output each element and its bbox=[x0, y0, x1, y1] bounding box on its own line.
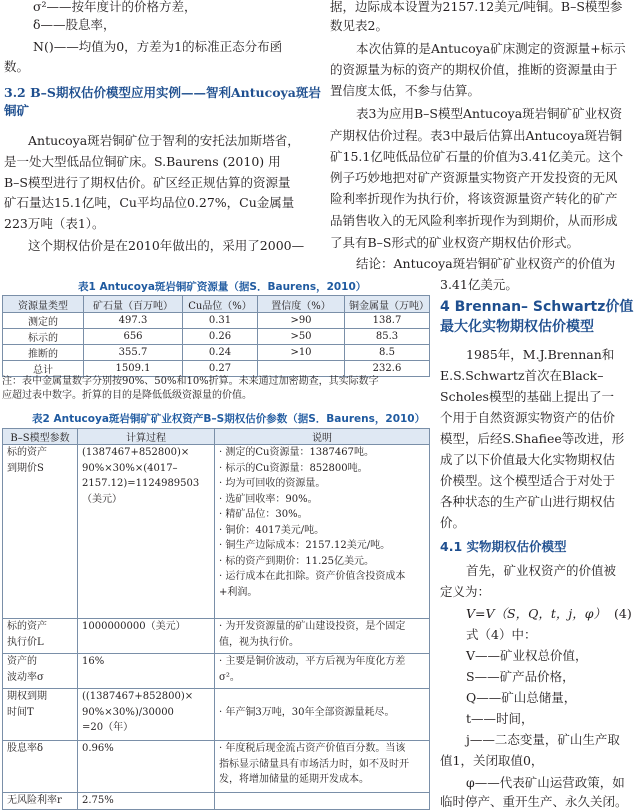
para-line: E.S.Schwartz首次在Black– bbox=[440, 368, 604, 383]
cell-line: · 主要是铜价波动，平方后视为年度化方差 bbox=[219, 656, 406, 667]
sub-heading-4-1: 4.1 实物期权估价模型 bbox=[440, 539, 567, 554]
param-cell bbox=[3, 445, 78, 619]
cell-line: 2.75% bbox=[82, 795, 114, 806]
para-line: 首先，矿业权资产的价值被 bbox=[466, 563, 617, 578]
para1-line: B–S模型进行了期权估价。矿区经正规估算的资源量 bbox=[4, 175, 291, 190]
column-header: B–S模型参数 bbox=[3, 429, 78, 445]
text-line: 例子巧妙地把对矿产资源量实物资产开发投资的无风 bbox=[330, 170, 618, 185]
cell-line: · 年产铜3万吨，30年全部资源量耗尽。 bbox=[219, 706, 395, 718]
table-row bbox=[3, 313, 430, 329]
table1 bbox=[2, 295, 430, 377]
table-cell: 656 bbox=[84, 329, 183, 345]
cell-line: 1000000000（美元） bbox=[82, 621, 186, 632]
column-header: 置信度（%） bbox=[258, 296, 345, 313]
calc-cell bbox=[78, 689, 215, 741]
table-cell: 497.3 bbox=[84, 313, 183, 329]
cell-line: · 测定的Cu资源量：1387467吨。 bbox=[219, 447, 374, 458]
cell-line: · 选矿回收率：90%。 bbox=[219, 493, 318, 505]
text-line: 置信度太低，不参与估算。 bbox=[330, 83, 481, 98]
para1-line: 是一处大型低品位铜矿床。S.Baurens (2010) 用 bbox=[4, 154, 281, 169]
variable-def-n: N()——均值为0，方差为1的标准正态分布函 bbox=[33, 39, 283, 54]
column-header: 矿石量（百万吨） bbox=[84, 296, 183, 313]
table2 bbox=[2, 428, 430, 810]
definition-line: 值1，关闭取值0， bbox=[440, 753, 544, 768]
param-cell bbox=[3, 793, 78, 810]
formula-4: V=V（S，Q，t，j，φ） bbox=[466, 606, 606, 621]
text-line: 据，边际成本设置为2157.12美元/吨铜。B–S模型参 bbox=[330, 0, 623, 14]
variable-def-sigma: σ²——按年度计的价格方差， bbox=[33, 0, 197, 14]
calc-cell bbox=[78, 741, 215, 793]
column-header: 计算过程 bbox=[78, 429, 215, 445]
table-row bbox=[3, 619, 430, 654]
table-row bbox=[3, 793, 430, 810]
cell-line: ((1387467+852800)× bbox=[82, 691, 194, 702]
para-line: 价模型。这个模型适合于对处于 bbox=[440, 473, 616, 488]
table-row bbox=[3, 445, 430, 619]
cell-line: 期权到期 bbox=[7, 691, 47, 702]
definition-line: 式（4）中： bbox=[466, 627, 537, 642]
para1-line: Antucoya斑岩铜矿位于智利的安托法加斯塔省， bbox=[28, 133, 300, 148]
definition-line: S——矿产品价格， bbox=[466, 669, 575, 684]
text-line: 数见表2。 bbox=[330, 18, 388, 33]
para-line: Scholes模型的基础上提出了一 bbox=[440, 389, 614, 404]
cell-line: 无风险利率r bbox=[7, 795, 62, 806]
cell-line: 2157.12)=1124989503 bbox=[82, 478, 200, 489]
table-cell: 0.24 bbox=[183, 345, 258, 361]
cell-line: 时间T bbox=[7, 706, 34, 718]
definition-line: V——矿业权总价值， bbox=[466, 648, 588, 663]
cell-line: 标的资产 bbox=[7, 621, 47, 632]
cell-line: 执行价L bbox=[7, 636, 44, 648]
table1-note-line: 应超过表中数字。折算的目的是降低低级资源量的价值。 bbox=[2, 390, 252, 401]
cell-line: · 铜价：4017美元/吨。 bbox=[219, 524, 325, 536]
cell-line: · 均为可回收的资源量。 bbox=[219, 478, 326, 489]
table-cell: 推断的 bbox=[3, 345, 84, 361]
definition-line: Q——矿山总储量， bbox=[466, 690, 577, 705]
cell-line: · 为开发资源量的矿山建设投资，是个固定 bbox=[219, 621, 406, 632]
table-cell: 8.5 bbox=[345, 345, 430, 361]
cell-line: 值，视为执行价。 bbox=[219, 636, 299, 648]
table2-caption: 表2 Antucoya斑岩铜矿矿业权资产B–S期权估价参数（据S．Baurens，2010） bbox=[32, 413, 426, 425]
table-row bbox=[3, 654, 430, 689]
cell-line: 标的资产 bbox=[7, 447, 47, 458]
variable-def-n-cont: 数。 bbox=[4, 59, 30, 74]
table-cell: 232.6 bbox=[345, 361, 430, 377]
desc-cell bbox=[215, 793, 430, 810]
cell-line: 波动率σ bbox=[7, 671, 44, 683]
para-line: 价。 bbox=[440, 515, 466, 530]
table-cell: 标示的 bbox=[3, 329, 84, 345]
text-line: 矿15.1亿吨低品位矿石量的价值为3.41亿美元。这个 bbox=[330, 149, 624, 164]
definition-line: t——时间， bbox=[466, 711, 534, 726]
cell-line: (1387467+852800)× bbox=[82, 447, 190, 458]
text-line: 险利率折现作为执行价，将该资源量资产转化的矿产 bbox=[330, 191, 618, 206]
cell-line bbox=[219, 689, 425, 705]
table-cell: 0.26 bbox=[183, 329, 258, 345]
section-heading-3-2: 3.2 B–S期权估价模型应用实例——智利Antucoya斑岩 bbox=[4, 85, 321, 100]
cell-line: · 铜生产边际成本：2157.12美元/吨。 bbox=[219, 540, 391, 551]
cell-line: 股息率δ bbox=[7, 743, 44, 754]
column-header: 说明 bbox=[215, 429, 430, 445]
definition-line: 临时停产、重开生产、永久关闭。 bbox=[440, 794, 628, 809]
para-line: 1985年，M.J.Brennan和 bbox=[466, 347, 615, 362]
text-line: 本次估算的是Antucoya矿床测定的资源量+标示 bbox=[356, 41, 626, 56]
cell-line: 到期价S bbox=[7, 462, 44, 474]
cell-line: · 精矿品位：30%。 bbox=[219, 509, 308, 520]
table1-note-line: 注：表中金属量数字分别按90%、50%和10%折算。未来通过加密勘查，其实际数字 bbox=[2, 376, 379, 387]
table-cell: 测定的 bbox=[3, 313, 84, 329]
table-cell: 0.27 bbox=[183, 361, 258, 377]
cell-line: +利润。 bbox=[219, 586, 258, 598]
desc-cell bbox=[215, 689, 430, 741]
cell-line: 资产的 bbox=[7, 656, 37, 667]
text-line: 产期权估价过程。表3中最后估算出Antucoya斑岩铜 bbox=[330, 128, 623, 143]
calc-cell bbox=[78, 619, 215, 654]
conclusion-line: 3.41亿美元。 bbox=[440, 277, 518, 292]
text-line: 的资源量为标的资产的期权价值，推断的资源量由于 bbox=[330, 62, 618, 77]
table-row bbox=[3, 345, 430, 361]
table-cell: 总计 bbox=[3, 361, 84, 377]
cell-line: 90%×30%)/30000 bbox=[82, 706, 174, 718]
table1-caption: 表1 Antucoya斑岩铜矿资源量（据S．Baurens，2010） bbox=[78, 281, 367, 293]
cell-line: 16% bbox=[82, 656, 105, 667]
para-line: 模型，后经S.Shafiee等改进，形 bbox=[440, 431, 625, 446]
section-heading-4-cont: 最大化实物期权估价模型 bbox=[440, 319, 594, 335]
cell-line: · 标的资产到期价：11.25亿美元。 bbox=[219, 555, 374, 567]
cell-line: 指标显示储量具有市场活力时，如不及时开 bbox=[219, 758, 409, 770]
cell-line: 90%×30%×(4017– bbox=[82, 462, 178, 474]
param-cell bbox=[3, 741, 78, 793]
cell-line: （美元） bbox=[82, 493, 122, 505]
para-line: 定义为： bbox=[440, 584, 491, 599]
para-line: 个用于自然资源实物资产的估价 bbox=[440, 410, 616, 425]
text-line: 表3为应用B–S模型Antucoya斑岩铜矿矿业权资 bbox=[356, 106, 623, 121]
desc-cell bbox=[215, 741, 430, 793]
param-cell bbox=[3, 619, 78, 654]
desc-cell bbox=[215, 619, 430, 654]
text-line: 了具有B–S形式的矿业权资产期权估价形式。 bbox=[330, 235, 579, 250]
column-header: Cu品位（%） bbox=[183, 296, 258, 313]
text-line: 品销售收入的无风险利率折现作为到期价，从而形成 bbox=[330, 213, 618, 228]
table-row bbox=[3, 689, 430, 741]
cell-line: · 运行成本在此扣除。资产价值含投资成本 bbox=[219, 571, 406, 582]
para-line: 各种状态的生产矿山进行期权估 bbox=[440, 494, 616, 509]
cell-line: 0.96% bbox=[82, 743, 114, 754]
table-row bbox=[3, 329, 430, 345]
section-heading-4: 4 Brennan– Schwartz价值 bbox=[440, 299, 634, 315]
definition-line: φ——代表矿山运营政策，如 bbox=[466, 775, 625, 790]
para-line: 成了以下价值最大化实物期权估 bbox=[440, 452, 616, 467]
table-cell: 0.31 bbox=[183, 313, 258, 329]
table-cell: >10 bbox=[258, 345, 345, 361]
variable-def-delta: δ——股息率， bbox=[33, 17, 116, 32]
calc-cell bbox=[78, 793, 215, 810]
table1-note bbox=[2, 375, 379, 403]
param-cell bbox=[3, 654, 78, 689]
para1-line: 223万吨（表1）。 bbox=[4, 216, 105, 231]
section-heading-3-2-cont: 铜矿 bbox=[4, 103, 30, 118]
table-cell: 1509.1 bbox=[84, 361, 183, 377]
table-cell: 85.3 bbox=[345, 329, 430, 345]
table-cell: >90 bbox=[258, 313, 345, 329]
table-row bbox=[3, 741, 430, 793]
table-cell: >50 bbox=[258, 329, 345, 345]
cell-line: · 标示的Cu资源量：852800吨。 bbox=[219, 462, 368, 474]
desc-cell bbox=[215, 654, 430, 689]
definition-line: j——二态变量，矿山生产取 bbox=[466, 732, 620, 747]
cell-line: =20（年） bbox=[82, 722, 134, 733]
table-cell: 355.7 bbox=[84, 345, 183, 361]
column-header: 资源量类型 bbox=[3, 296, 84, 313]
desc-cell bbox=[215, 445, 430, 619]
table-header-row bbox=[3, 429, 430, 445]
conclusion-line: 结论：Antucoya斑岩铜矿矿业权资产的价值为 bbox=[356, 256, 616, 271]
column-header: 铜金属量（万吨） bbox=[345, 296, 430, 313]
cell-line: · 年度税后现金流占资产价值百分数。当该 bbox=[219, 743, 406, 754]
table-cell: 138.7 bbox=[345, 313, 430, 329]
para1-line: 矿石量达15.1亿吨，Cu平均品位0.27%，Cu金属量 bbox=[4, 195, 295, 210]
cell-line: σ²。 bbox=[219, 671, 240, 683]
table-header-row bbox=[3, 296, 430, 313]
cell-line: 发，将增加储量的延期开发成本。 bbox=[219, 774, 369, 785]
param-cell bbox=[3, 689, 78, 741]
para2-line: 这个期权估价是在2010年做出的，采用了2000— bbox=[28, 238, 305, 253]
calc-cell bbox=[78, 654, 215, 689]
formula-number: (4) bbox=[614, 606, 632, 621]
calc-cell bbox=[78, 445, 215, 619]
